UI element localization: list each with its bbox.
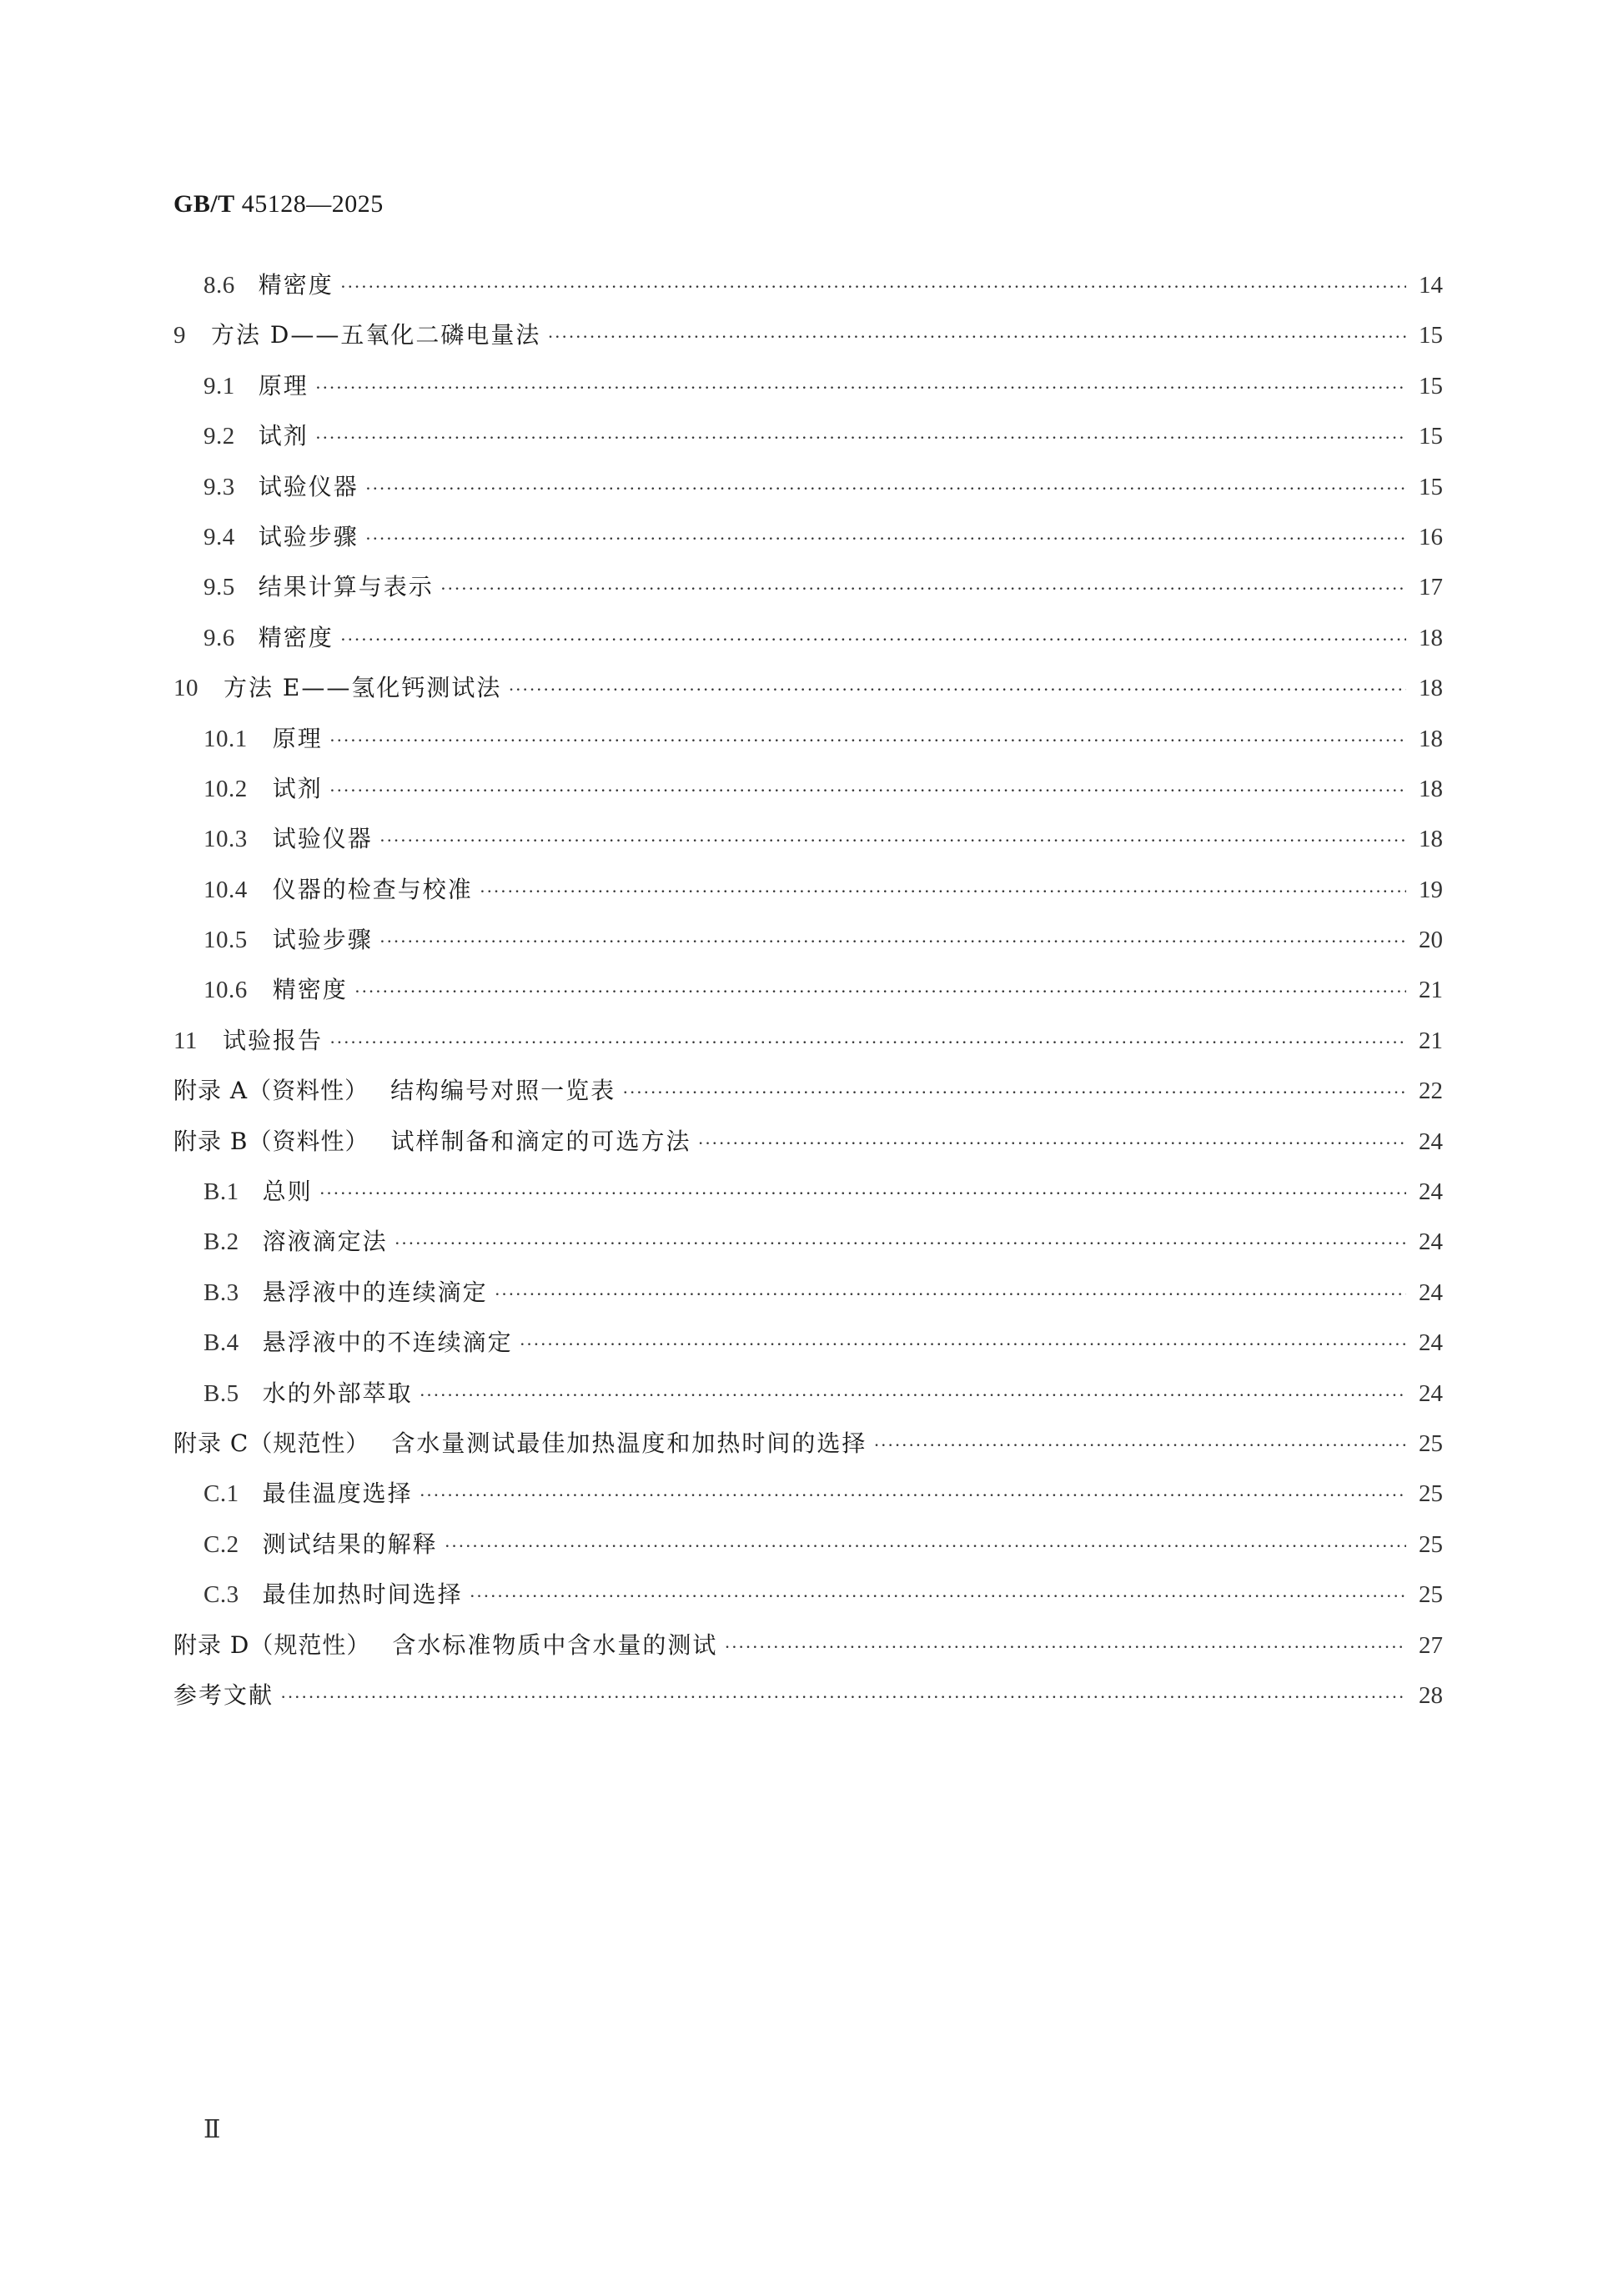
- toc-entry-title: 试验步骤: [272, 926, 373, 954]
- toc-entry-9-4[interactable]: [173, 512, 1443, 562]
- toc-entry-number: B.1: [204, 1178, 239, 1206]
- dot-leader: [622, 1068, 1406, 1118]
- toc-entry-8-6[interactable]: [173, 260, 1443, 310]
- toc-entry-b-1[interactable]: [173, 1167, 1443, 1217]
- dot-leader: [495, 1269, 1406, 1319]
- toc-entry-title: 试验仪器: [272, 825, 373, 853]
- toc-entry-page: 14: [1419, 272, 1443, 299]
- toc-entry-page: 24: [1419, 1279, 1443, 1306]
- toc-entry-annex-d[interactable]: [173, 1620, 1443, 1671]
- toc-entry-number: 附录 A（资料性）: [173, 1077, 369, 1105]
- toc-entry-bibliography[interactable]: [173, 1671, 1443, 1721]
- toc-entry-title: 溶液滴定法: [262, 1228, 388, 1256]
- toc-entry-number: C.2: [204, 1530, 239, 1558]
- toc-entry-10-2[interactable]: [173, 764, 1443, 814]
- dot-leader: [379, 917, 1406, 967]
- toc-entry-9[interactable]: [173, 310, 1443, 360]
- toc-entry-page: 15: [1419, 423, 1443, 450]
- toc-entry-b-3[interactable]: [173, 1268, 1443, 1318]
- toc-entry-number: 10.5: [204, 927, 248, 954]
- toc-entry-10-6[interactable]: [173, 965, 1443, 1015]
- toc-entry-number: B.4: [204, 1329, 239, 1357]
- toc-entry-page: 15: [1419, 473, 1443, 500]
- toc-entry-title: 方法 E——氢化钙测试法: [224, 674, 502, 702]
- toc-entry-number: 10.3: [204, 826, 248, 853]
- dot-leader: [340, 262, 1406, 312]
- toc-entry-annex-b[interactable]: [173, 1117, 1443, 1167]
- toc-entry-page: 28: [1419, 1681, 1443, 1709]
- standard-number: 45128—2025: [234, 190, 384, 218]
- toc-entry-page: 18: [1419, 826, 1443, 853]
- toc-entry-number: 附录 D（规范性）: [173, 1630, 371, 1659]
- toc-entry-11[interactable]: [173, 1016, 1443, 1066]
- toc-entry-title: 最佳加热时间选择: [262, 1580, 463, 1609]
- toc-entry-page: 22: [1419, 1078, 1443, 1105]
- toc-entry-page: 18: [1419, 775, 1443, 802]
- toc-entry-page: 21: [1419, 977, 1443, 1004]
- toc-entry-title: 仪器的检查与校准: [272, 875, 473, 903]
- dot-leader: [354, 967, 1406, 1017]
- toc-entry-title: 试剂: [258, 422, 309, 450]
- toc-entry-title: 含水量测试最佳加热温度和加热时间的选择: [391, 1429, 867, 1457]
- toc-entry-page: 25: [1419, 1530, 1443, 1558]
- toc-entry-number: 9.6: [204, 624, 235, 651]
- toc-entry-page: 18: [1419, 725, 1443, 752]
- dot-leader: [319, 1168, 1406, 1218]
- dot-leader: [365, 464, 1406, 514]
- toc-entry-number: 附录 C（规范性）: [173, 1429, 370, 1457]
- dot-leader: [365, 514, 1406, 564]
- toc-entry-title: 结果计算与表示: [258, 573, 434, 601]
- toc-entry-annex-a[interactable]: [173, 1066, 1443, 1116]
- toc-entry-c-3[interactable]: [173, 1570, 1443, 1620]
- toc-entry-number: B.5: [204, 1379, 239, 1407]
- toc-entry-page: 27: [1419, 1631, 1443, 1659]
- dot-leader: [329, 1017, 1406, 1068]
- toc-entry-9-5[interactable]: [173, 562, 1443, 612]
- dot-leader: [379, 816, 1406, 866]
- toc-entry-page: 24: [1419, 1228, 1443, 1256]
- toc-entry-9-3[interactable]: [173, 462, 1443, 512]
- toc-entry-10-3[interactable]: [173, 814, 1443, 864]
- toc-entry-page: 24: [1419, 1329, 1443, 1357]
- toc-entry-number: 9.1: [204, 372, 235, 399]
- toc-entry-10[interactable]: [173, 663, 1443, 713]
- toc-entry-10-5[interactable]: [173, 915, 1443, 965]
- toc-entry-title: 试剂: [272, 774, 323, 802]
- toc-entry-title: 方法 D——五氧化二磷电量法: [211, 321, 541, 349]
- toc-entry-title: 原理: [272, 724, 323, 752]
- toc-entry-page: 24: [1419, 1178, 1443, 1206]
- toc-entry-title: 悬浮液中的连续滴定: [262, 1278, 488, 1306]
- toc-entry-number: 10: [173, 675, 198, 702]
- toc-entry-title: 测试结果的解释: [262, 1530, 438, 1558]
- toc-entry-page: 24: [1419, 1379, 1443, 1407]
- toc-entry-number: 10.2: [204, 775, 248, 802]
- toc-entry-number: 10.4: [204, 876, 248, 903]
- dot-leader: [480, 867, 1406, 917]
- toc-entry-number: 10.1: [204, 725, 248, 752]
- toc-entry-page: 18: [1419, 675, 1443, 702]
- toc-entry-number: 11: [173, 1027, 198, 1054]
- toc-entry-number: B.3: [204, 1279, 239, 1306]
- dot-leader: [873, 1420, 1406, 1470]
- toc-entry-title: 水的外部萃取: [262, 1379, 413, 1407]
- toc-entry-title: 试验报告: [222, 1026, 323, 1054]
- toc-entry-title: 悬浮液中的不连续滴定: [262, 1329, 513, 1357]
- toc-entry-title: 参考文献: [173, 1681, 274, 1709]
- dot-leader: [445, 1521, 1406, 1571]
- toc-entry-10-1[interactable]: [173, 714, 1443, 764]
- dot-leader: [698, 1118, 1407, 1168]
- toc-entry-page: 15: [1419, 372, 1443, 399]
- dot-leader: [394, 1218, 1406, 1269]
- toc-entry-title: 结构编号对照一览表: [390, 1077, 616, 1105]
- toc-entry-page: 21: [1419, 1027, 1443, 1054]
- toc-entry-number: 8.6: [204, 272, 235, 299]
- dot-leader: [547, 312, 1406, 362]
- toc-entry-b-4[interactable]: [173, 1318, 1443, 1368]
- dot-leader: [470, 1571, 1406, 1621]
- toc-entry-b-2[interactable]: [173, 1217, 1443, 1267]
- toc-entry-9-2[interactable]: [173, 411, 1443, 461]
- toc-entry-title: 最佳温度选择: [262, 1480, 413, 1508]
- dot-leader: [440, 564, 1406, 614]
- toc-entry-page: 16: [1419, 523, 1443, 550]
- toc-entry-c-1[interactable]: [173, 1469, 1443, 1519]
- toc-entry-number: 9.5: [204, 574, 235, 601]
- toc-entry-title: 总则: [262, 1178, 313, 1206]
- dot-leader: [724, 1622, 1406, 1672]
- page-folio: Ⅱ: [204, 2116, 221, 2143]
- toc-entry-page: 20: [1419, 927, 1443, 954]
- toc-entry-page: 25: [1419, 1429, 1443, 1457]
- toc-entry-title: 精密度: [258, 623, 334, 651]
- toc-entry-10-4[interactable]: [173, 865, 1443, 915]
- toc-entry-number: 10.6: [204, 977, 248, 1004]
- toc-entry-page: 19: [1419, 876, 1443, 903]
- toc-entry-title: 原理: [258, 371, 309, 399]
- toc-entry-page: 15: [1419, 322, 1443, 349]
- dot-leader: [280, 1672, 1406, 1722]
- dot-leader: [420, 1470, 1406, 1520]
- toc-entry-page: 24: [1419, 1128, 1443, 1155]
- toc-entry-9-1[interactable]: [173, 361, 1443, 411]
- standard-prefix: GB/T: [173, 190, 235, 218]
- toc-entry-page: 25: [1419, 1581, 1443, 1609]
- toc-entry-c-2[interactable]: [173, 1520, 1443, 1570]
- toc-entry-page: 18: [1419, 624, 1443, 651]
- toc-entry-title: 精密度: [258, 271, 334, 299]
- toc-entry-title: 试验仪器: [258, 472, 359, 500]
- dot-leader: [315, 363, 1406, 413]
- dot-leader: [315, 413, 1406, 463]
- toc-entry-number: 9: [173, 322, 186, 349]
- toc-entry-number: C.3: [204, 1581, 239, 1609]
- table-of-contents: [173, 260, 1443, 1721]
- toc-entry-number: 附录 B（资料性）: [173, 1127, 369, 1155]
- toc-entry-page: 25: [1419, 1480, 1443, 1508]
- dot-leader: [508, 665, 1406, 715]
- toc-entry-title: 精密度: [272, 976, 348, 1004]
- toc-entry-9-6[interactable]: [173, 613, 1443, 663]
- toc-entry-page: 17: [1419, 574, 1443, 601]
- toc-entry-title: 试样制备和滴定的可选方法: [390, 1127, 691, 1155]
- toc-entry-title: 含水标准物质中含水量的测试: [392, 1630, 718, 1659]
- toc-entry-number: 9.3: [204, 473, 235, 500]
- toc-entry-number: 9.4: [204, 523, 235, 550]
- standard-designation: [173, 190, 384, 219]
- toc-entry-b-5[interactable]: [173, 1369, 1443, 1419]
- toc-entry-number: C.1: [204, 1480, 239, 1508]
- toc-entry-number: B.2: [204, 1228, 239, 1256]
- dot-leader: [340, 615, 1406, 665]
- toc-entry-number: 9.2: [204, 423, 235, 450]
- dot-leader: [329, 716, 1406, 766]
- dot-leader: [520, 1319, 1406, 1369]
- dot-leader: [420, 1370, 1406, 1420]
- toc-entry-title: 试验步骤: [258, 522, 359, 550]
- dot-leader: [329, 766, 1406, 816]
- toc-entry-annex-c[interactable]: [173, 1419, 1443, 1469]
